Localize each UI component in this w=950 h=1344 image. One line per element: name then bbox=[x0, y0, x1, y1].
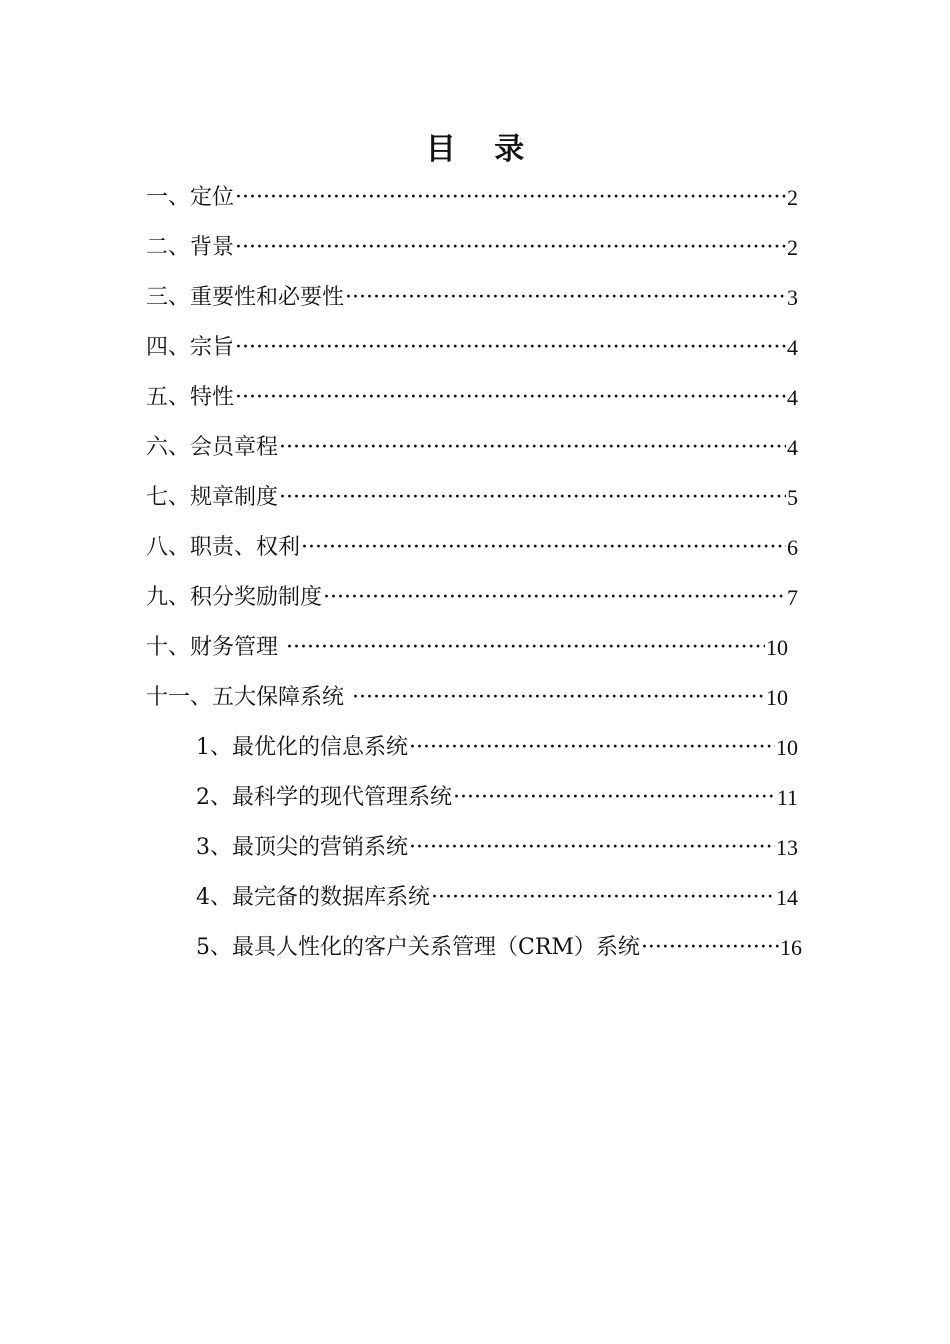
toc-entry-page-number: 10 bbox=[776, 735, 798, 760]
toc-entry-label: 5、最具人性化的客户关系管理（CRM）系统 bbox=[196, 935, 640, 960]
toc-dot-leader bbox=[641, 926, 779, 970]
toc-entry[interactable] bbox=[146, 426, 798, 470]
toc-entry-label: 九、积分奖励制度 bbox=[146, 585, 323, 610]
toc-entry-page-number: 2 bbox=[787, 235, 798, 260]
toc-dot-leader bbox=[345, 276, 786, 320]
toc-entry-label: 六、会员章程 bbox=[146, 435, 279, 460]
toc-entry[interactable] bbox=[146, 226, 798, 270]
toc-entry-label: 八、职责、权利 bbox=[146, 535, 301, 560]
toc-entry[interactable] bbox=[146, 576, 798, 620]
toc-entry[interactable] bbox=[196, 876, 798, 920]
toc-entry-page-number: 3 bbox=[787, 285, 798, 310]
toc-entry[interactable] bbox=[146, 276, 798, 320]
toc-dot-leader bbox=[235, 326, 786, 370]
toc-dot-leader bbox=[279, 426, 786, 470]
toc-dot-leader bbox=[235, 376, 786, 420]
toc-entry-page-number: 6 bbox=[787, 535, 798, 560]
toc-entry[interactable] bbox=[196, 726, 798, 770]
toc-entry[interactable] bbox=[196, 926, 802, 970]
toc-dot-leader bbox=[431, 876, 775, 920]
toc-dot-leader bbox=[301, 526, 786, 570]
toc-dot-leader bbox=[409, 726, 775, 770]
toc-entry-label: 3、最顶尖的营销系统 bbox=[196, 835, 408, 860]
toc-entry-label: 一、定位 bbox=[146, 185, 235, 210]
toc-entry-page-number: 2 bbox=[787, 185, 798, 210]
toc-entry[interactable] bbox=[146, 376, 798, 420]
toc-entry[interactable] bbox=[196, 826, 798, 870]
toc-entry[interactable] bbox=[196, 776, 798, 820]
toc-entry-label: 三、重要性和必要性 bbox=[146, 285, 345, 310]
toc-entry[interactable] bbox=[146, 676, 788, 720]
toc-entry-page-number: 4 bbox=[787, 335, 798, 360]
toc-dot-leader bbox=[235, 226, 786, 270]
toc-entry-label: 四、宗旨 bbox=[146, 335, 235, 360]
toc-entry-page-number: 16 bbox=[780, 935, 802, 960]
toc-dot-leader bbox=[286, 626, 765, 670]
toc-dot-leader bbox=[453, 776, 776, 820]
toc-entry-page-number: 10 bbox=[766, 685, 788, 710]
toc-entry[interactable] bbox=[146, 626, 788, 670]
toc-entry-label: 1、最优化的信息系统 bbox=[196, 735, 408, 760]
toc-entry-label: 十、财务管理 bbox=[146, 635, 279, 660]
toc-dot-leader bbox=[409, 826, 775, 870]
toc-dot-leader bbox=[279, 476, 786, 520]
toc-entry-page-number: 14 bbox=[776, 885, 798, 910]
toc-entry-label: 二、背景 bbox=[146, 235, 235, 260]
toc-dot-leader bbox=[235, 176, 786, 220]
toc-entry-label: 十一、五大保障系统 bbox=[146, 685, 345, 710]
toc-dot-leader bbox=[323, 576, 786, 620]
toc-entry-page-number: 4 bbox=[787, 435, 798, 460]
toc-entry-page-number: 10 bbox=[766, 635, 788, 660]
toc-entry-label: 七、规章制度 bbox=[146, 485, 279, 510]
toc-title: 目 录 bbox=[425, 132, 539, 167]
toc-entry[interactable] bbox=[146, 526, 798, 570]
toc-entry-page-number: 7 bbox=[787, 585, 798, 610]
toc-entry[interactable] bbox=[146, 476, 798, 520]
toc-entry-page-number: 4 bbox=[787, 385, 798, 410]
toc-entry-label: 4、最完备的数据库系统 bbox=[196, 885, 430, 910]
toc-entry-label: 五、特性 bbox=[146, 385, 235, 410]
toc-entry-label: 2、最科学的现代管理系统 bbox=[196, 785, 452, 810]
toc-dot-leader bbox=[352, 676, 765, 720]
toc-entry-page-number: 13 bbox=[776, 835, 798, 860]
toc-entry-page-number: 5 bbox=[787, 485, 798, 510]
toc-entry[interactable] bbox=[146, 176, 798, 220]
toc-entry-page-number: 11 bbox=[776, 785, 798, 810]
toc-entry[interactable] bbox=[146, 326, 798, 370]
